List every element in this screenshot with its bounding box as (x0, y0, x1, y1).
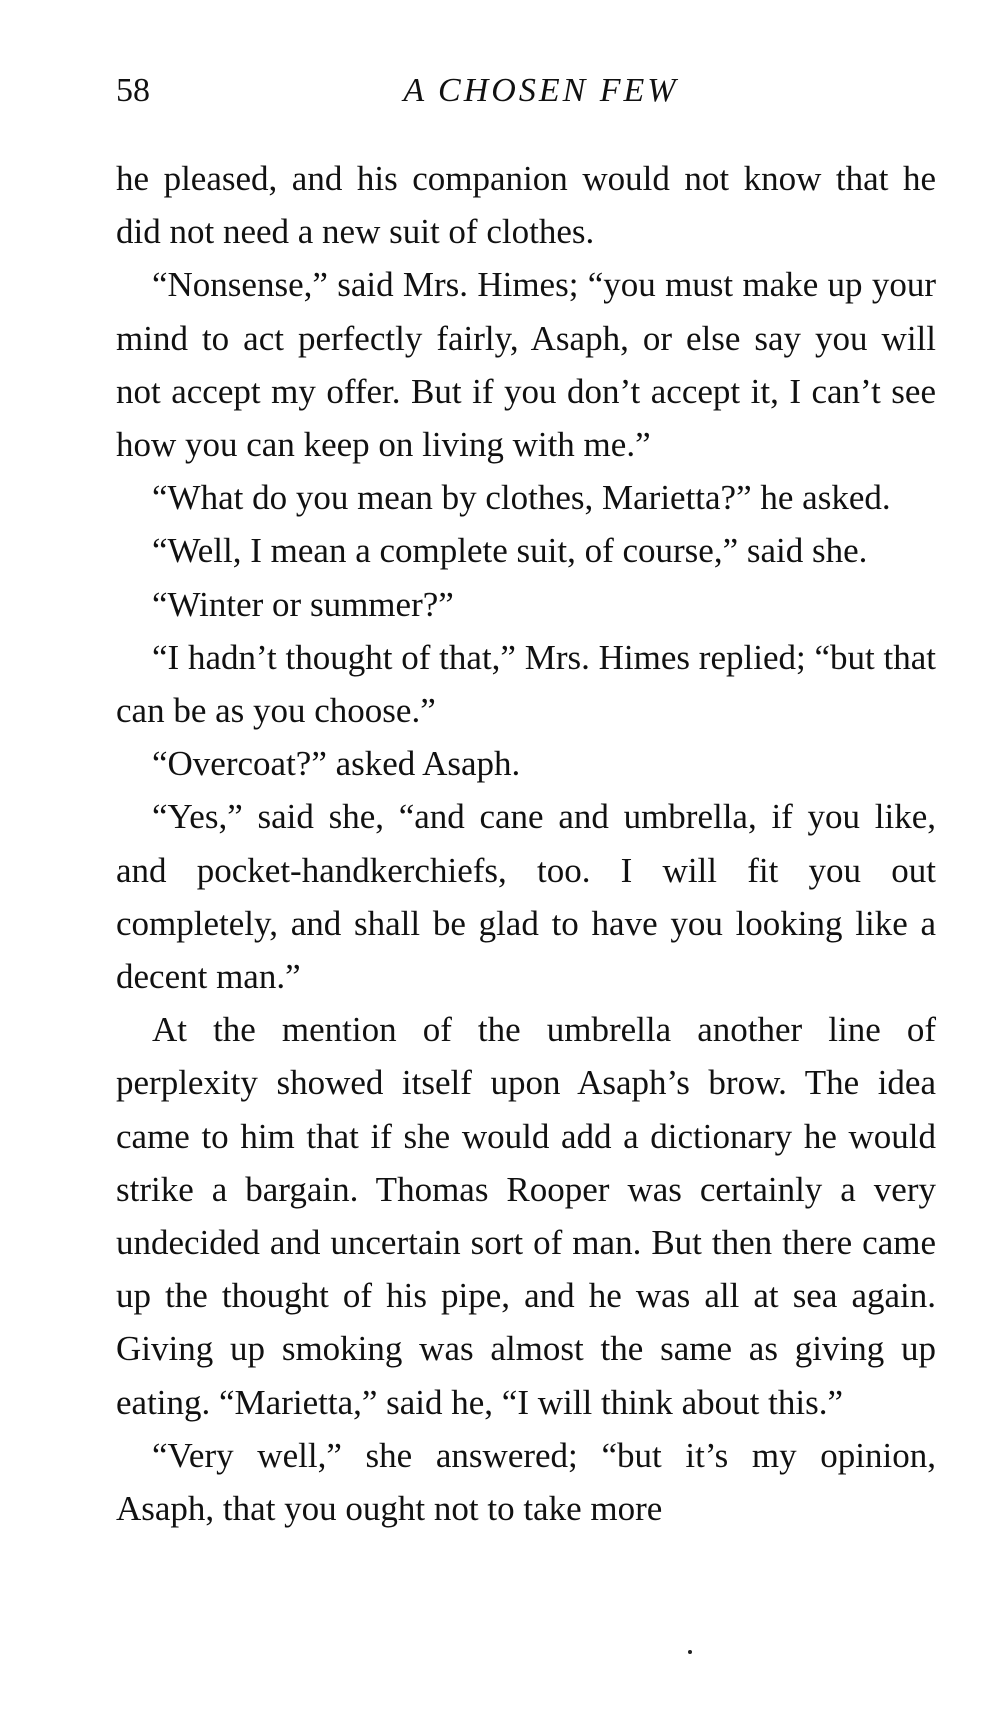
paragraph: “What do you mean by clothes, Marietta?” he asked. (152, 478, 891, 518)
paragraph: At the mention of the umbrella another line of perplexity showed itself upon Asaph’s brow. The idea came to him that if she would add a dictionary he would strike a bargain. Thomas Rooper was certainly a very undecided and uncertain sort of man. But then there came up the thought of his pipe, and he was all at sea again. Giving up smoking was almost the same as giving up eating. “Marietta,” said he, “I will think about this.” (116, 1010, 936, 1422)
paragraph: “I hadn’t thought of that,” Mrs. Himes replied; “but that can be as you choose.” (116, 637, 936, 731)
paragraph: “Yes,” said she, “and cane and umbrella, if you like, and pocket-handkerchiefs, too. I will fit you out completely, and shall be glad to have you looking like a decent man.” (116, 797, 936, 997)
running-title: A CHOSEN FEW (403, 72, 679, 109)
page-number: 58 (116, 72, 150, 109)
page-header (116, 72, 936, 122)
page-body (116, 152, 936, 1535)
paragraph: “Nonsense,” said Mrs. Himes; “you must make up your mind to act perfectly fairly, Asaph, or else say you will not accept my offer. But if you don’t accept it, I can’t see how you can keep on living with me.” (116, 265, 936, 465)
paragraph: he pleased, and his companion would not know that he did not need a new suit of clothes. (116, 159, 936, 252)
ink-speck (688, 1650, 692, 1654)
paragraph: “Overcoat?” asked Asaph. (152, 744, 521, 784)
paragraph: “Winter or summer?” (152, 584, 454, 624)
paragraph: “Well, I mean a complete suit, of course,” said she. (152, 531, 868, 571)
paragraph: “Very well,” she answered; “but it’s my opinion, Asaph, that you ought not to take more (116, 1435, 936, 1529)
